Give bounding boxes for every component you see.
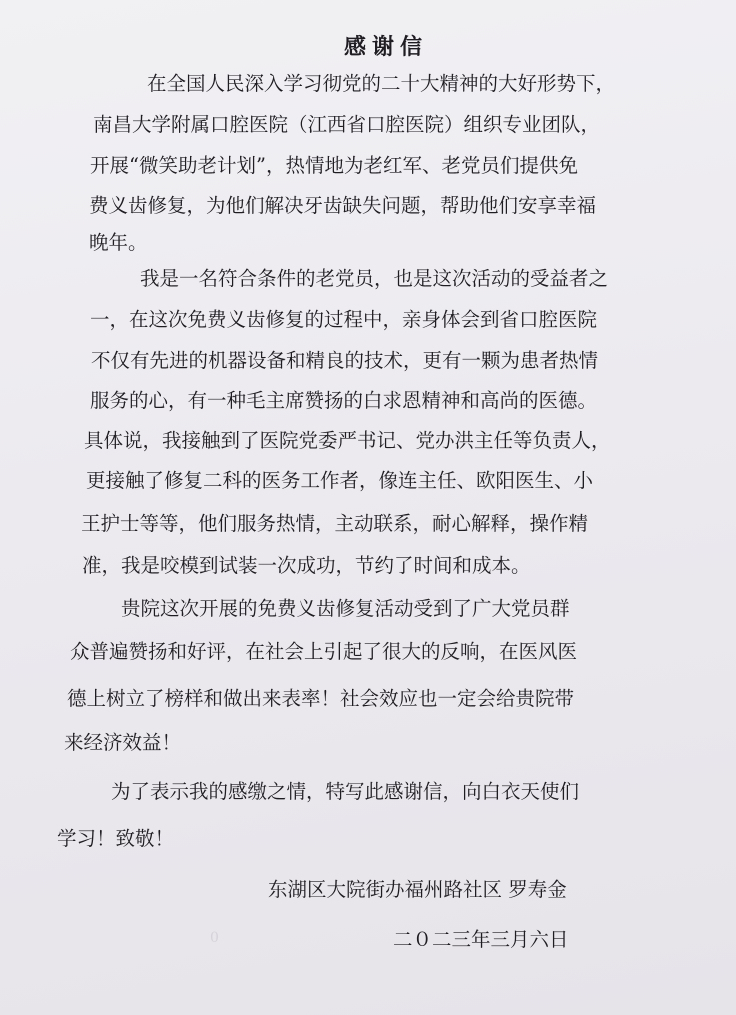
letter-line-7: 一，在这次免费义齿修复的过程中，亲身体会到省口腔医院: [90, 308, 598, 331]
letter-line-11: 更接触了修复二科的医务工作者，像连主任、欧阳医生、小: [86, 469, 594, 492]
letter-line-1: 在全国人民深入学习彻党的二十大精神的大好形势下，: [147, 72, 616, 95]
letter-line-12: 王护士等等，他们服务热情，主动联系，耐心解释，操作精: [81, 512, 589, 535]
letter-line-16: 德上树立了榜样和做出来表率！社会效应也一定会给贵院带: [67, 687, 575, 710]
letter-line-9: 服务的心，有一种毛主席赞扬的白求恩精神和高尚的医德。: [90, 389, 598, 412]
letter-line-17: 来经济效益！: [64, 731, 182, 754]
letter-line-13: 准，我是咬模到试装一次成功，节约了时间和成本。: [82, 554, 531, 577]
letter-line-3: 开展“微笑助老计划”，热情地为老红军、老党员们提供免: [90, 154, 578, 177]
letter-title: 感谢信: [343, 34, 428, 60]
faint-mark: 0: [210, 930, 219, 946]
letter-line-5: 晚年。: [89, 231, 148, 254]
letter-line-2: 南昌大学附属口腔医院（江西省口腔医院）组织专业团队，: [93, 113, 601, 136]
letter-date: 二０二三年三月六日: [393, 928, 569, 951]
letter-line-4: 费义齿修复，为他们解决牙齿缺失问题，帮助他们安享幸福: [89, 194, 597, 217]
letter-signature: 东湖区大院街办福州路社区 罗寿金: [268, 878, 567, 901]
letter-line-15: 众普遍赞扬和好评，在社会上引起了很大的反响，在医风医: [70, 640, 578, 663]
letter-line-8: 不仅有先进的机器设备和精良的技术，更有一颗为患者热情: [91, 349, 599, 372]
letter-line-14: 贵院这次开展的免费义齿修复活动受到了广大党员群: [121, 597, 570, 620]
letter-line-19: 学习！致敬！: [57, 827, 175, 850]
letter-line-6: 我是一名符合条件的老党员，也是这次活动的受益者之: [140, 267, 609, 290]
letter-line-10: 具体说，我接触到了医院党委严书记、党办洪主任等负责人，: [84, 429, 611, 452]
letter-line-18: 为了表示我的感缴之情，特写此感谢信，向白衣天使们: [111, 780, 580, 803]
